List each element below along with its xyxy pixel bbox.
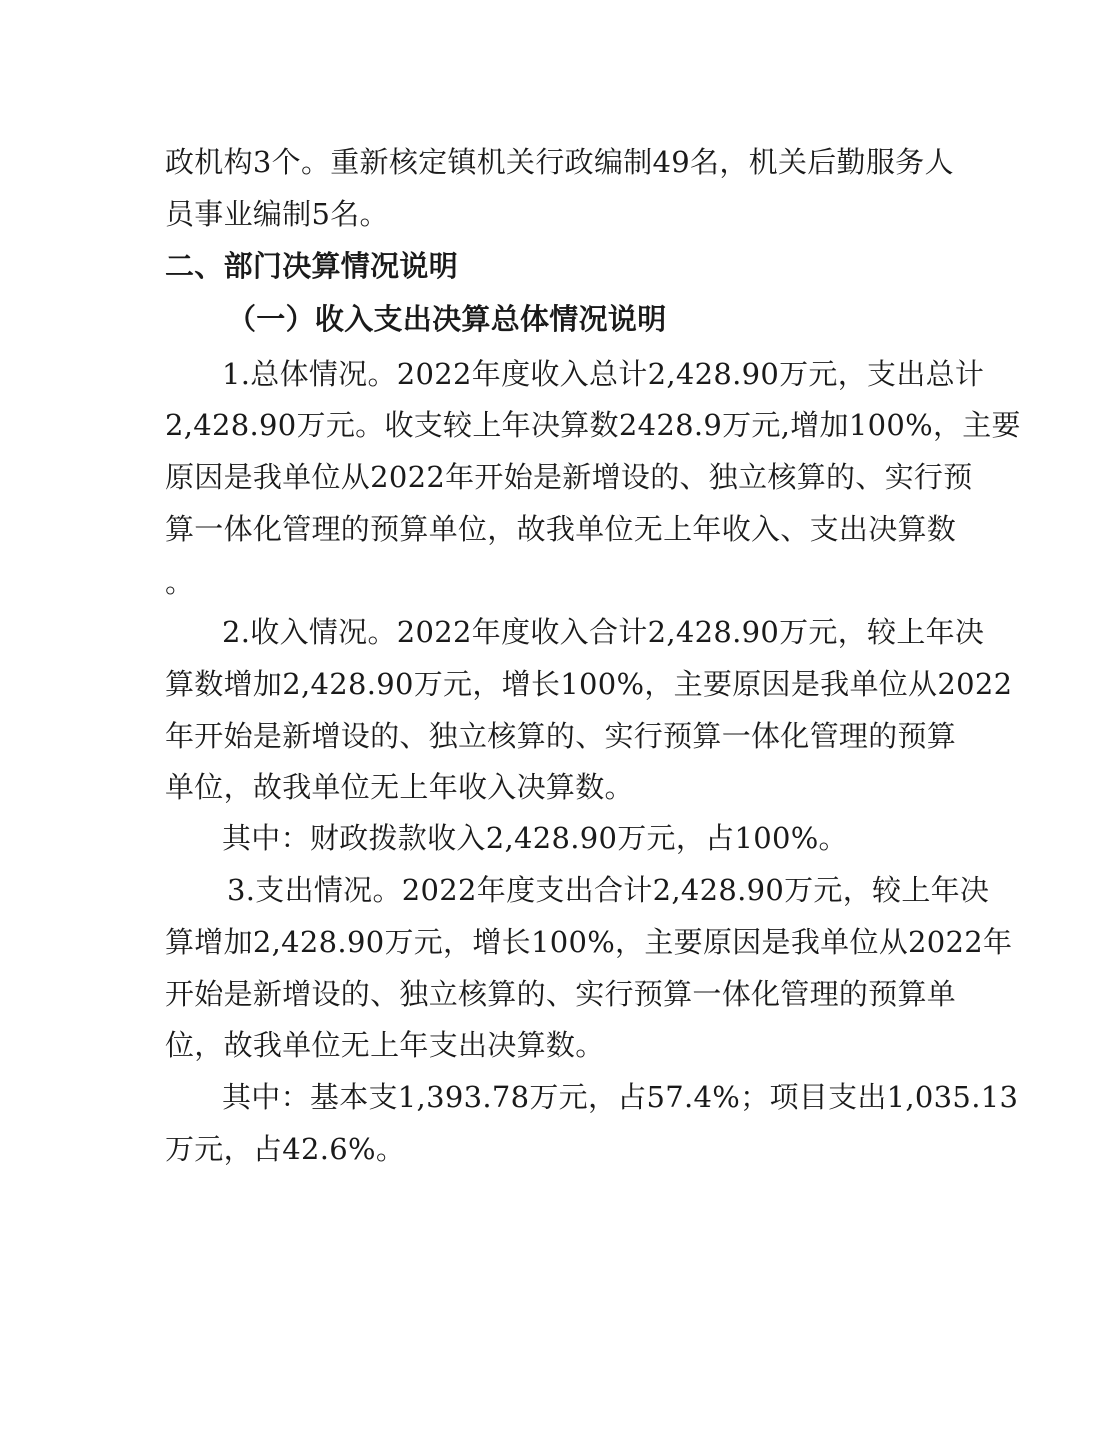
body-text-line: 算一体化管理的预算单位，故我单位无上年收入、支出决算数 — [165, 512, 957, 546]
subsection-heading: （一）收入支出决算总体情况说明 — [227, 302, 667, 336]
body-text-line: 政机构3个。重新核定镇机关行政编制49名，机关后勤服务人 — [165, 145, 954, 179]
body-text-line: 年开始是新增设的、独立核算的、实行预算一体化管理的预算 — [165, 719, 957, 753]
body-text-line: 算数增加2,428.90万元，增长100%，主要原因是我单位从2022 — [165, 667, 1013, 701]
body-text-line: 其中：基本支1,393.78万元，占57.4%；项目支出1,035.13 — [222, 1080, 1019, 1114]
body-text-line: 员事业编制5名。 — [165, 197, 389, 231]
body-text-line: 单位，故我单位无上年收入决算数。 — [165, 770, 634, 804]
body-text-line: 原因是我单位从2022年开始是新增设的、独立核算的、实行预 — [165, 460, 973, 494]
body-text-line: 万元，占42.6%。 — [165, 1132, 406, 1166]
body-text-line: 算增加2,428.90万元，增长100%，主要原因是我单位从2022年 — [165, 925, 1013, 959]
body-text-line: 其中：财政拨款收入2,428.90万元，占100%。 — [222, 821, 848, 855]
section-heading: 二、部门决算情况说明 — [165, 249, 459, 283]
body-text-line: 3.支出情况。2022年度支出合计2,428.90万元，较上年决 — [227, 873, 990, 907]
body-text-line: 2.收入情况。2022年度收入合计2,428.90万元，较上年决 — [222, 615, 985, 649]
body-text-line: 1.总体情况。2022年度收入总计2,428.90万元，支出总计 — [222, 357, 985, 391]
body-text-line: 2,428.90万元。收支较上年决算数2428.9万元,增加100%，主要 — [165, 408, 1021, 442]
body-text-line: 位，故我单位无上年支出决算数。 — [165, 1028, 605, 1062]
body-text-line: 。 — [165, 565, 195, 599]
body-text-line: 开始是新增设的、独立核算的、实行预算一体化管理的预算单 — [165, 977, 957, 1011]
